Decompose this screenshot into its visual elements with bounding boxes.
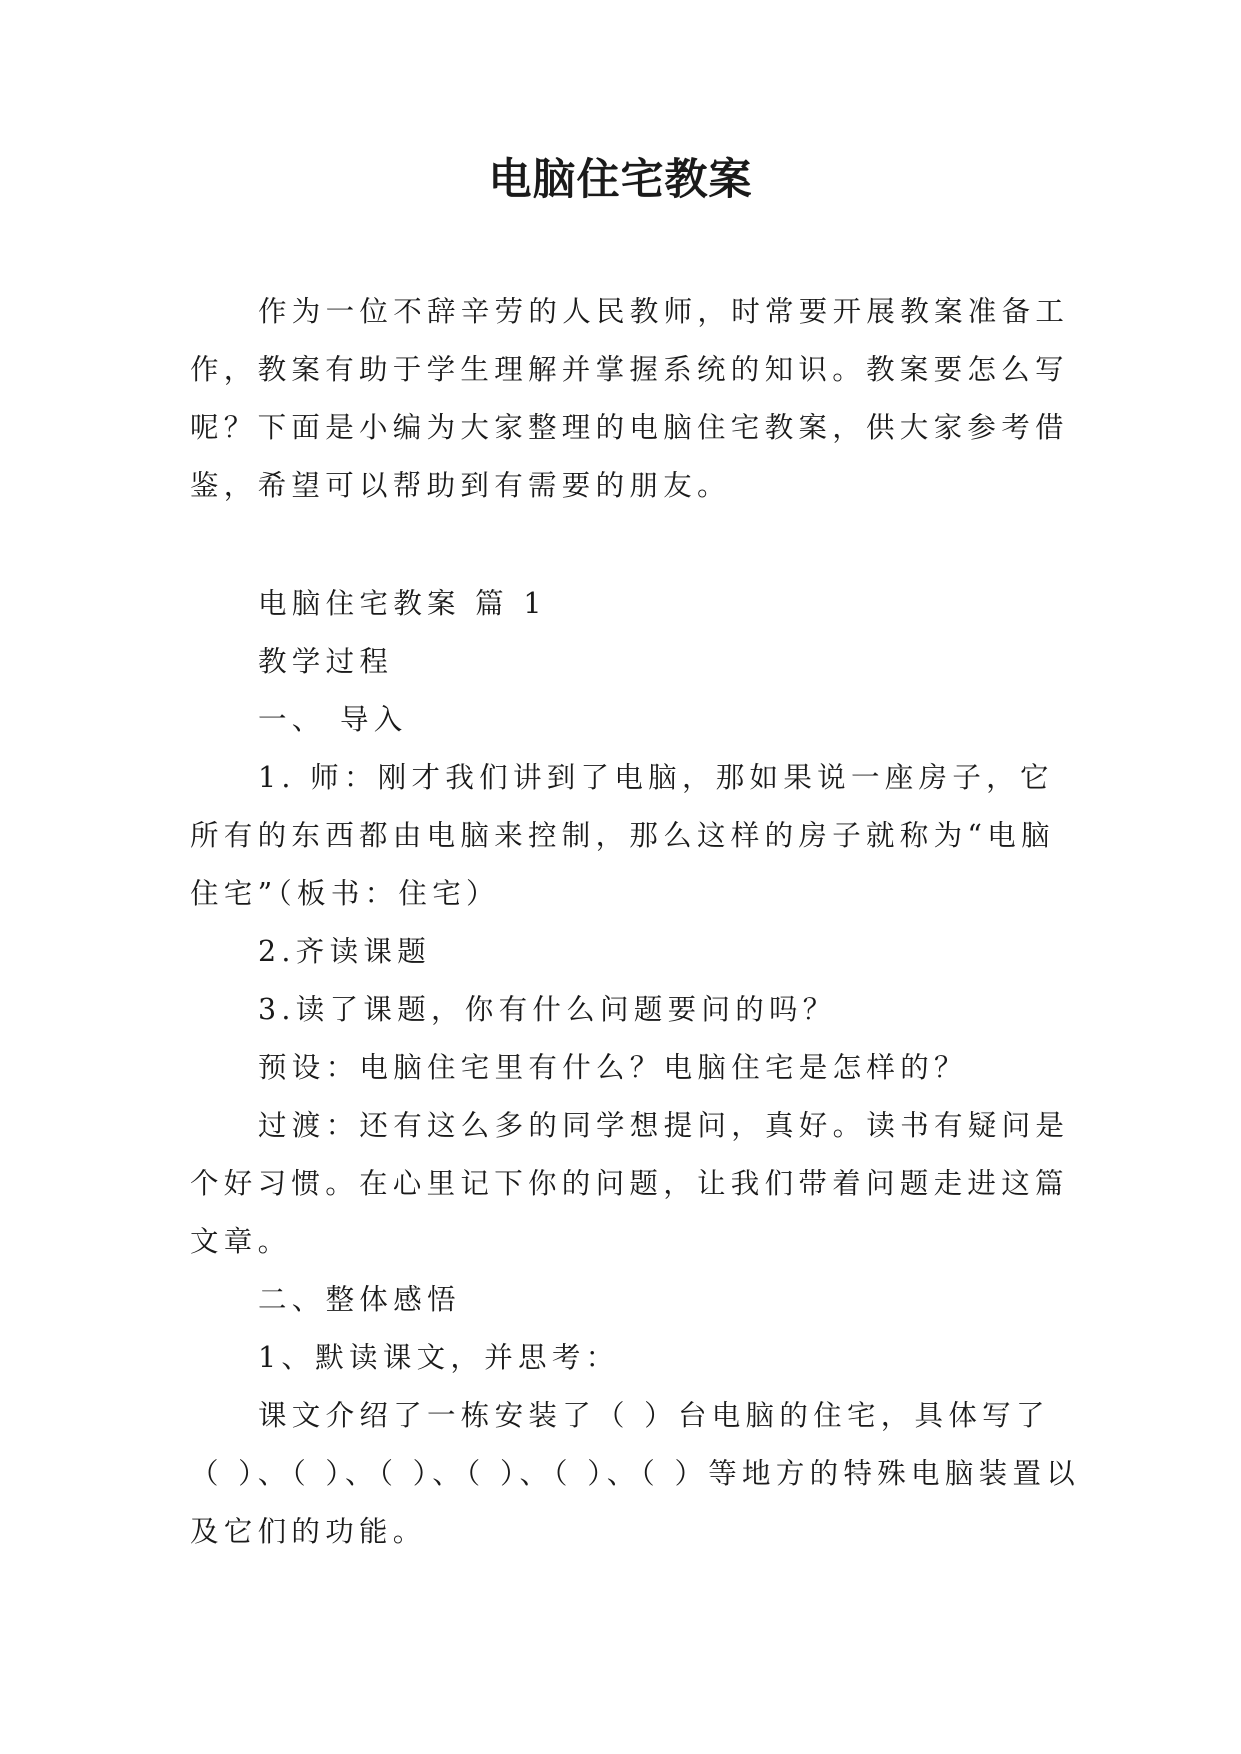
item2: 2.齐读课题: [258, 935, 431, 968]
fill-blank-line: 课文介绍了一栋安装了（ ）台电脑的住宅，具体写了: [258, 1399, 1050, 1432]
part1-heading: 一、 导入: [258, 703, 408, 736]
intro-line: 呢？下面是小编为大家整理的电脑住宅教案，供大家参考借: [190, 411, 1069, 444]
intro-line: 作为一位不辞辛劳的人民教师，时常要开展教案准备工: [258, 295, 1070, 328]
task1: 1、默读课文，并思考：: [258, 1341, 620, 1374]
preset-line: 预设：电脑住宅里有什么？电脑住宅是怎样的？: [258, 1051, 968, 1084]
transition-line: 文章。: [190, 1225, 292, 1258]
item3: 3.读了课题，你有什么问题要问的吗？: [258, 993, 837, 1026]
section-heading: 电脑住宅教案 篇 1: [258, 587, 547, 620]
intro-line: 鉴，希望可以帮助到有需要的朋友。: [190, 469, 731, 502]
part2-heading: 二、整体感悟: [258, 1283, 461, 1316]
teaching-process-heading: 教学过程: [258, 645, 394, 678]
fill-blank-line: 及它们的功能。: [190, 1515, 427, 1548]
item1-line: 住宅”（板书：住宅）: [190, 877, 500, 910]
transition-line: 过渡：还有这么多的同学想提问，真好。读书有疑问是: [258, 1109, 1070, 1142]
paragraph-spacer: [190, 515, 1050, 575]
item1-line: 所有的东西都由电脑来控制，那么这样的房子就称为“电脑: [190, 819, 1055, 852]
fill-blank-line: （ ）、（ ）、（ ）、（ ）、（ ）、（ ）等地方的特殊电脑装置以: [190, 1457, 1081, 1490]
document-body: [190, 283, 1081, 1561]
transition-line: 个好习惯。在心里记下你的问题，让我们带着问题走进这篇: [190, 1167, 1069, 1200]
intro-line: 作，教案有助于学生理解并掌握系统的知识。教案要怎么写: [190, 353, 1069, 386]
item1-line: 1. 师：刚才我们讲到了电脑，那如果说一座房子，它: [258, 761, 1054, 794]
document-title: 电脑住宅教案: [488, 155, 753, 205]
